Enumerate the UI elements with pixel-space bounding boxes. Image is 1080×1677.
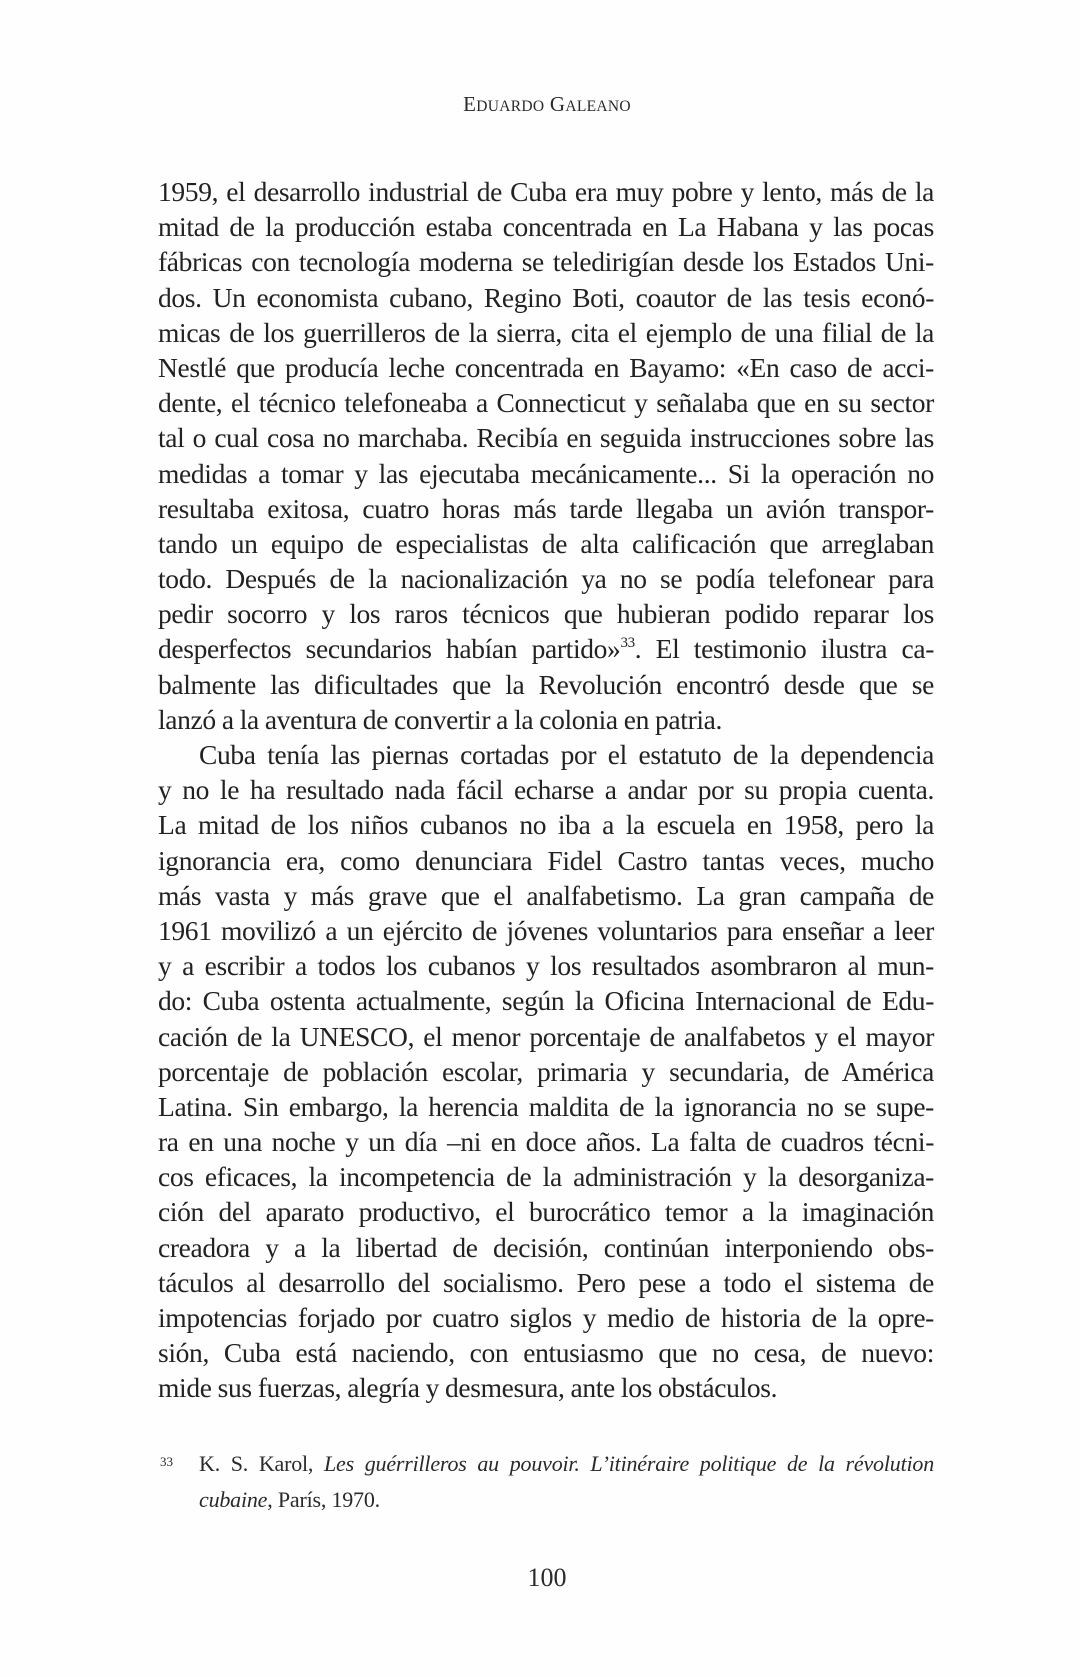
footnote-number: 33 [160,1454,173,1469]
text-line: mide sus fuerzas, alegría y desmesura, ante los obstáculos. [158,1372,778,1404]
text-line: tando un equipo de especialistas de alta calificación que arreglaban [158,527,934,559]
running-head-rest-first: DUARDO [476,98,545,115]
text-line: impotencias forjado por cuatro siglos y medio de historia de la opre- [158,1302,934,1333]
text-line: 1959, el desarrollo industrial de Cuba era muy pobre y lento, más de la [158,176,934,207]
text-line: más vasta y más grave que el analfabetismo. La gran campaña de [158,879,934,911]
text-line: do: Cuba ostenta actualmente, según la Oficina Internacional de Edu- [158,985,934,1017]
text-line: ignorancia era, como denunciara Fidel Castro tantas veces, mucho [158,844,934,876]
text-line: micas de los guerrilleros de la sierra, cita el ejemplo de una filial de la [158,316,934,348]
text-line-segment: desperfectos secundarios habían partido» [158,633,621,665]
running-head-initial-first: E [463,92,477,116]
text-line-segment: . El testimonio ilustra ca- [634,633,935,665]
text-line: cos eficaces, la incompetencia de la administración y la desorganiza- [158,1161,934,1193]
footnote-author: K. S. Karol, [199,1451,324,1476]
text-line: medidas a tomar y las ejecutaba mecánicamente... Si la operación no [158,457,934,489]
text-line: ra en una noche y un día –ni en doce años. La falta de cuadros técni- [158,1126,934,1158]
running-head-rest-last: ALEANO [565,98,631,115]
footnote-title: Les guérrilleros au pouvoir. L’itinéraire politique de la révolution [324,1451,934,1476]
text-line: Latina. Sin embargo, la herencia maldita de la ignorancia no se supe- [158,1090,934,1122]
page-number: 100 [527,1563,567,1592]
footnote-reference[interactable]: 33 [620,635,635,652]
text-line: La mitad de los niños cubanos no iba a la escuela en 1958, pero la [158,809,934,841]
text-line: mitad de la producción estaba concentrada en La Habana y las pocas [158,211,934,243]
footnote-title-cont: cubaine [199,1487,268,1512]
running-head-author [0,92,1080,117]
text-line: pedir socorro y los raros técnicos que hubieran podido reparar los [158,598,934,630]
paragraph-1 [158,174,934,737]
paragraph-2 [158,737,934,1406]
text-line: dos. Un economista cubano, Regino Boti, coautor de las tesis econó- [158,281,934,313]
footnote-line-1 [199,1446,934,1482]
footnote-33 [158,1446,934,1518]
text-line-with-footnote-ref [158,631,934,666]
text-line: balmente las dificultades que la Revolución encontró desde que se [158,668,934,700]
text-line: todo. Después de la nacionalización ya no se podía telefonear para [158,563,934,595]
text-line: y a escribir a todos los cubanos y los resultados asombraron al mun- [158,950,934,982]
footnote-publication: , París, 1970. [267,1487,380,1512]
text-line: y no le ha resultado nada fácil echarse a andar por su propia cuenta. [158,774,934,806]
text-line: resultaba exitosa, cuatro horas más tarde llegaba un avión transpor- [158,492,934,524]
text-line: 1961 movilizó a un ejército de jóvenes voluntarios para enseñar a leer [158,914,934,946]
text-line: táculos al desarrollo del socialismo. Pero pese a todo el sistema de [158,1266,934,1298]
text-line: creadora y a la libertad de decisión, continúan interponiendo obs- [158,1231,934,1263]
text-line: fábricas con tecnología moderna se teledirigían desde los Estados Uni- [158,246,934,278]
text-line: dente, el técnico telefoneaba a Connecticut y señalaba que en su sector [158,387,934,419]
running-head-initial-last: G [549,92,566,116]
text-line: sión, Cuba está naciendo, con entusiasmo que no cesa, de nuevo: [158,1337,934,1369]
body-text [158,174,934,1406]
footnote-line-2 [199,1482,934,1518]
text-line: porcentaje de población escolar, primaria y secundaria, de América [158,1055,934,1087]
text-line: Nestlé que producía leche concentrada en Bayamo: «En caso de acci- [158,351,934,383]
text-line: tal o cual cosa no marchaba. Recibía en seguida instrucciones sobre las [158,422,934,454]
text-line: ción del aparato productivo, el burocrático temor a la imaginación [158,1196,934,1228]
text-line: lanzó a la aventura de convertir a la colonia en patria. [158,703,723,735]
text-line: Cuba tenía las piernas cortadas por el estatuto de la dependencia [199,739,934,770]
text-line: cación de la UNESCO, el menor porcentaje de analfabetos y el mayor [158,1020,934,1052]
